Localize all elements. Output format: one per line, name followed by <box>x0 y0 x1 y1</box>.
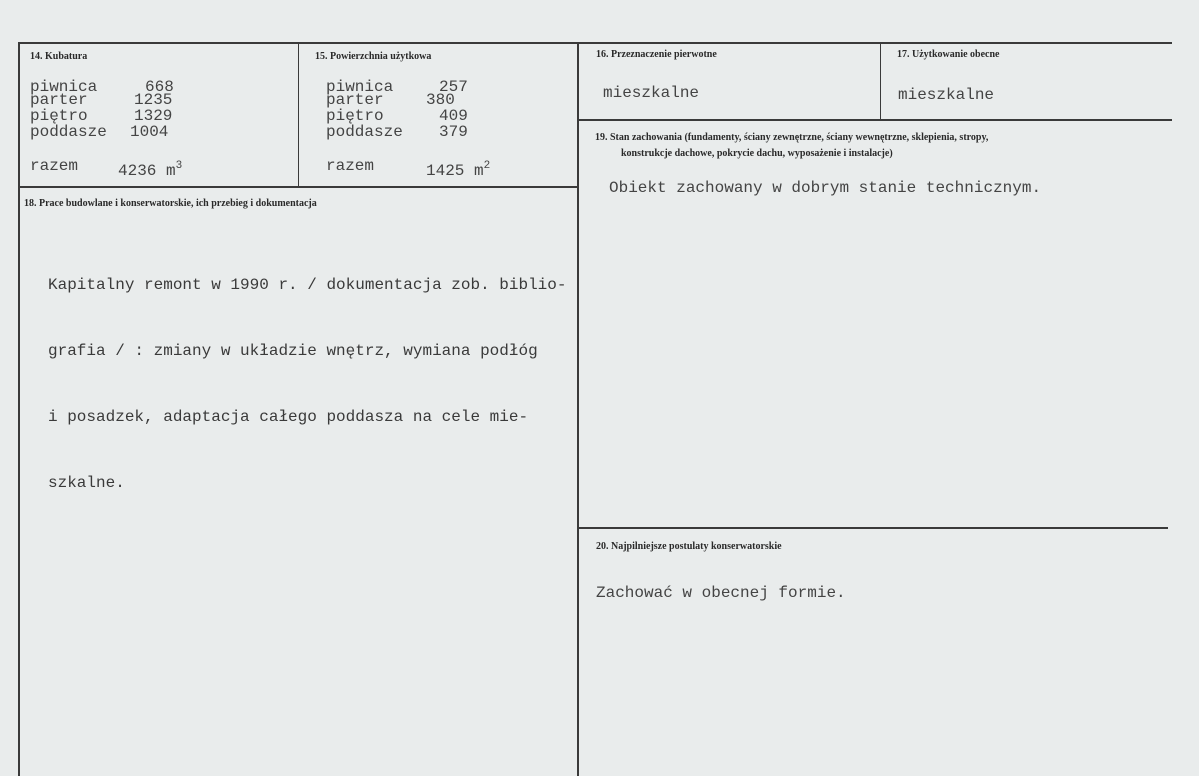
kubatura-row-name: piwnica <box>30 78 98 96</box>
divider-left-right <box>577 42 579 776</box>
section-20-label: 20. Najpilniejsze postulaty konserwatorskie <box>596 541 782 552</box>
powierzchnia-row-poddasze <box>326 124 571 141</box>
powierzchnia-total-unit: m <box>474 162 484 180</box>
kubatura-row-value: 1235 <box>134 91 173 109</box>
kubatura-row-value: 668 <box>145 78 174 96</box>
powierzchnia-total-exponent: 2 <box>483 160 491 172</box>
divider-16-19 <box>578 119 1172 121</box>
section-18-line: grafia / : zmiany w układzie wnętrz, wymiana podłóg <box>48 342 538 360</box>
divider-19-20 <box>578 527 1168 529</box>
powierzchnia-total <box>326 158 571 178</box>
powierzchnia-row-value: 409 <box>439 107 468 125</box>
divider-top-18 <box>18 186 578 188</box>
section-18-line: Kapitalny remont w 1990 r. / dokumentacja zob. biblio- <box>48 276 567 294</box>
powierzchnia-total-name: razem <box>326 157 375 175</box>
section-16-value: mieszkalne <box>603 84 700 102</box>
section-17-value: mieszkalne <box>898 86 995 104</box>
divider-14-15 <box>298 42 299 187</box>
powierzchnia-row-name: piętro <box>326 107 384 125</box>
section-18-label: 18. Prace budowlane i konserwatorskie, ich przebieg i dokumentacja <box>24 198 317 209</box>
section-16-label: 16. Przeznaczenie pierwotne <box>596 49 717 60</box>
divider-16-17 <box>880 42 881 119</box>
section-19-label-line1: 19. Stan zachowania (fundamenty, ściany zewnętrzne, ściany wewnętrzne, sklepienia, stropy, <box>595 132 989 143</box>
kubatura-total-name: razem <box>30 157 79 175</box>
powierzchnia-total-value <box>426 158 490 180</box>
section-15-values <box>326 79 571 179</box>
section-20-value: Zachować w obecnej formie. <box>596 584 846 602</box>
kubatura-total-unit: m <box>166 162 176 180</box>
powierzchnia-row-value: 379 <box>439 123 468 141</box>
kubatura-row-value: 1004 <box>130 123 169 141</box>
kubatura-row-value: 1329 <box>134 107 173 125</box>
section-17-label: 17. Użytkowanie obecne <box>897 49 1000 60</box>
powierzchnia-total-number: 1425 <box>426 162 465 180</box>
kubatura-total-exponent: 3 <box>175 160 183 172</box>
section-14-label: 14. Kubatura <box>30 51 88 62</box>
section-18-line: szkalne. <box>48 474 125 492</box>
kubatura-total-value <box>118 158 182 180</box>
kubatura-row-name: piętro <box>30 107 88 125</box>
section-18-line: i posadzek, adaptacja całego poddasza na cele mie- <box>48 408 529 426</box>
kubatura-row-name: parter <box>30 91 88 109</box>
section-19-label-line2: konstrukcje dachowe, pokrycie dachu, wyposażenie i instalacje) <box>621 148 893 159</box>
left-border <box>18 42 20 776</box>
powierzchnia-row-name: piwnica <box>326 78 394 96</box>
section-14-values <box>30 79 290 179</box>
powierzchnia-row-name: poddasze <box>326 123 403 141</box>
section-15-label: 15. Powierzchnia użytkowa <box>315 51 432 62</box>
kubatura-row-poddasze <box>30 124 290 141</box>
section-18-text <box>48 230 566 516</box>
kubatura-total-number: 4236 <box>118 162 157 180</box>
powierzchnia-row-value: 380 <box>426 91 455 109</box>
powierzchnia-row-value: 257 <box>439 78 468 96</box>
powierzchnia-row-name: parter <box>326 91 384 109</box>
top-border <box>18 42 1172 44</box>
section-19-value: Obiekt zachowany w dobrym stanie technicznym. <box>609 179 1042 197</box>
kubatura-total <box>30 158 290 178</box>
kubatura-row-name: poddasze <box>30 123 107 141</box>
